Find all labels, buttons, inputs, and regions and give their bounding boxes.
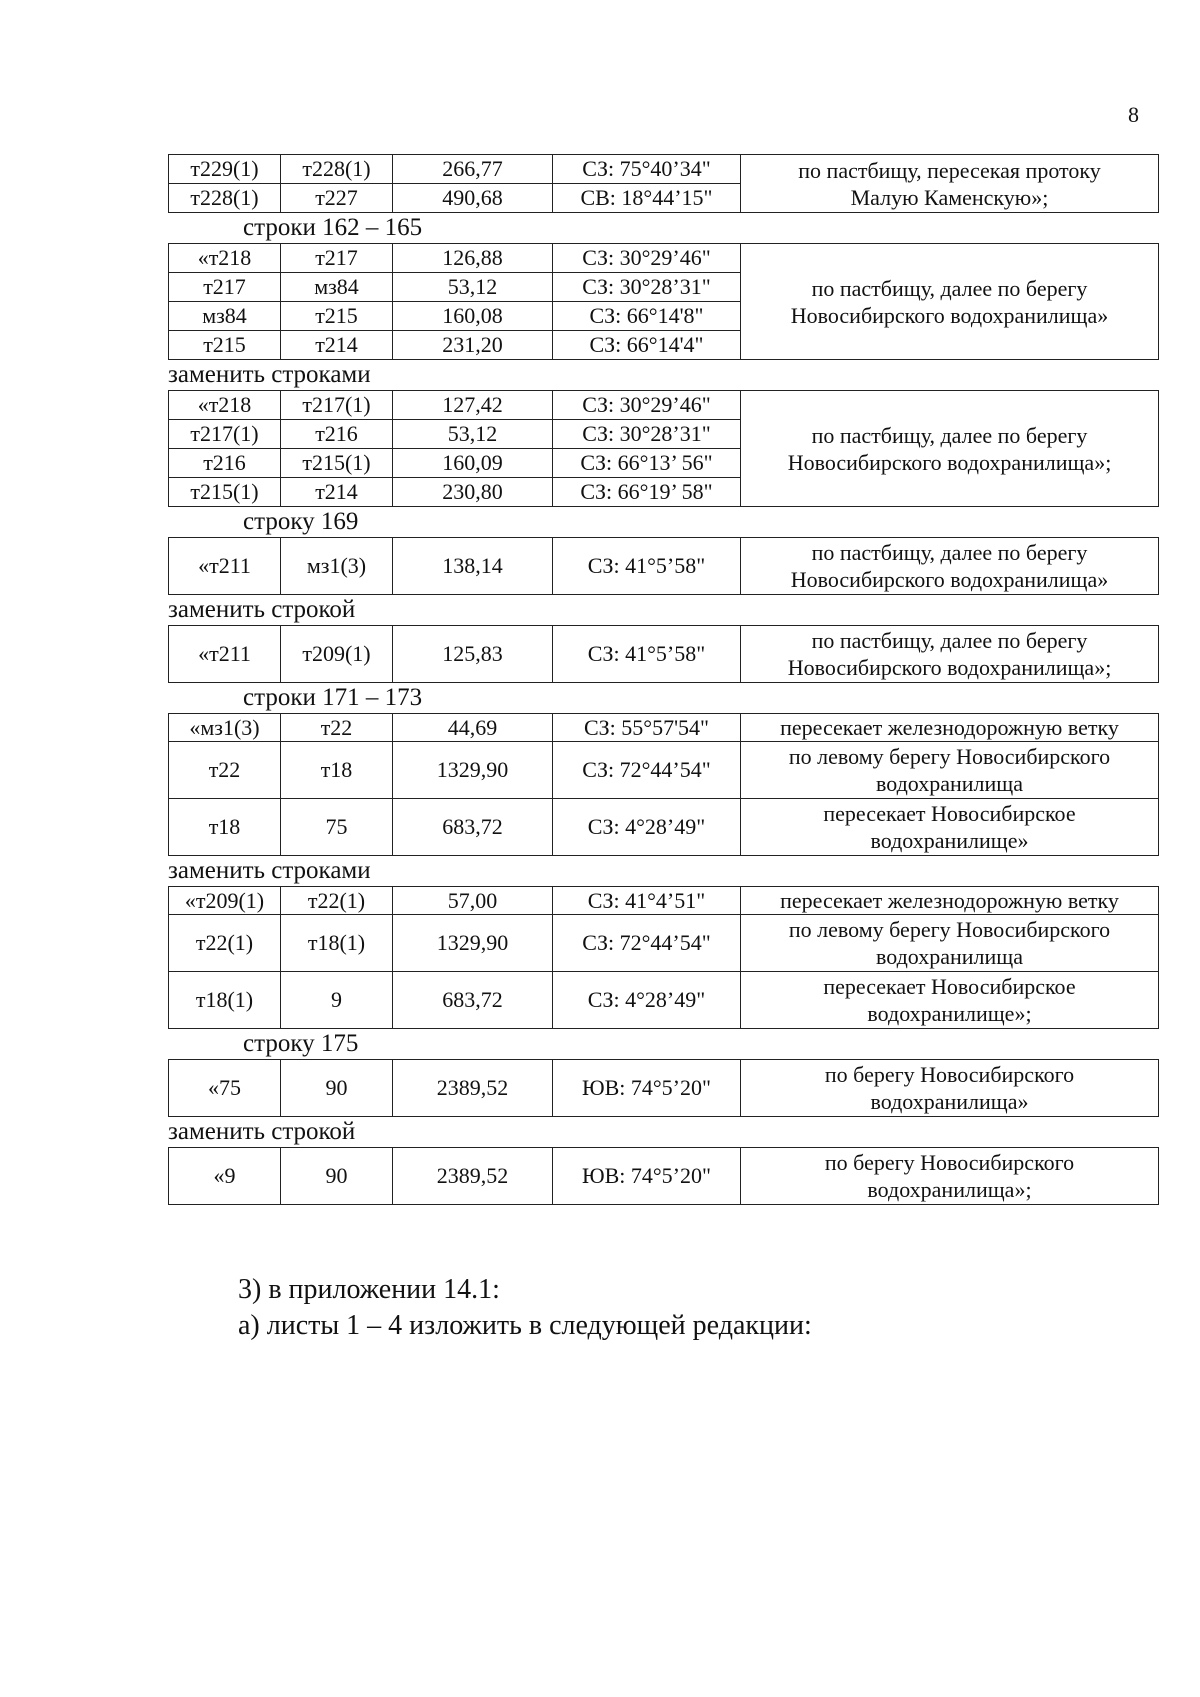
table-row [169, 626, 1159, 683]
segment-length: 125,83 [393, 626, 553, 683]
segment-length: 1329,90 [393, 742, 553, 799]
point-to: т18 [281, 742, 393, 799]
table-row [169, 1060, 1159, 1117]
point-from: т18(1) [169, 972, 281, 1029]
point-from: «т209(1) [169, 887, 281, 915]
bearing: СЗ: 30°28’31" [553, 273, 741, 302]
point-from: т216 [169, 449, 281, 478]
point-to: 9 [281, 972, 393, 1029]
boundary-description: по пастбищу, далее по берегу Новосибирского водохранилища» [741, 244, 1159, 360]
point-to: т217(1) [281, 391, 393, 420]
bearing: СЗ: 66°14'4" [553, 331, 741, 360]
bearing: СЗ: 72°44’54" [553, 915, 741, 972]
segment-length: 2389,52 [393, 1060, 553, 1117]
section-caption: строку 175 [243, 1030, 359, 1057]
point-from: т22 [169, 742, 281, 799]
segment-length: 127,42 [393, 391, 553, 420]
page-number: 8 [1128, 102, 1139, 127]
point-from: т228(1) [169, 184, 281, 213]
table-row [169, 244, 1159, 273]
boundary-description: пересекает Новосибирское водохранилище» [741, 799, 1159, 856]
segment-length: 230,80 [393, 478, 553, 507]
appendix-item: 3) в приложении 14.1: [238, 1274, 500, 1305]
document-body [168, 154, 1158, 1205]
segment-length: 160,09 [393, 449, 553, 478]
point-from: «т211 [169, 626, 281, 683]
point-to: т217 [281, 244, 393, 273]
segment-length: 126,88 [393, 244, 553, 273]
segment-length: 266,77 [393, 155, 553, 184]
point-from: «т211 [169, 538, 281, 595]
boundary-description: по пастбищу, далее по берегу Новосибирского водохранилища»; [741, 391, 1159, 507]
boundary-description: пересекает железнодорожную ветку [741, 887, 1159, 915]
point-to: т227 [281, 184, 393, 213]
boundary-table [168, 1147, 1159, 1205]
point-to: мз1(3) [281, 538, 393, 595]
boundary-table [168, 390, 1159, 507]
point-from: т229(1) [169, 155, 281, 184]
segment-length: 683,72 [393, 799, 553, 856]
segment-length: 1329,90 [393, 915, 553, 972]
point-from: мз84 [169, 302, 281, 331]
point-from: т217 [169, 273, 281, 302]
section-caption: строку 169 [243, 508, 359, 535]
table-row [169, 1148, 1159, 1205]
boundary-description: по берегу Новосибирского водохранилища» [741, 1060, 1159, 1117]
sheets-instruction: а) листы 1 – 4 изложить в следующей редакции: [238, 1310, 812, 1341]
bearing: СЗ: 66°19’ 58" [553, 478, 741, 507]
table-row [169, 972, 1159, 1029]
segment-length: 683,72 [393, 972, 553, 1029]
section-caption: заменить строкой [168, 1118, 356, 1145]
section-caption: строки 171 – 173 [243, 684, 423, 711]
bearing: СЗ: 55°57'54" [553, 714, 741, 742]
point-to: т216 [281, 420, 393, 449]
point-from: «т218 [169, 391, 281, 420]
table-row [169, 742, 1159, 799]
boundary-description: по пастбищу, далее по берегу Новосибирского водохранилища»; [741, 626, 1159, 683]
table-row [169, 887, 1159, 915]
point-from: «75 [169, 1060, 281, 1117]
point-from: т215 [169, 331, 281, 360]
section-caption: заменить строкой [168, 596, 356, 623]
segment-length: 2389,52 [393, 1148, 553, 1205]
segment-length: 57,00 [393, 887, 553, 915]
boundary-description: по пастбищу, далее по берегу Новосибирского водохранилища» [741, 538, 1159, 595]
bearing: СЗ: 4°28’49" [553, 799, 741, 856]
boundary-table [168, 154, 1159, 213]
bearing: СЗ: 4°28’49" [553, 972, 741, 1029]
point-from: т22(1) [169, 915, 281, 972]
bearing: СВ: 18°44’15" [553, 184, 741, 213]
table-row [169, 538, 1159, 595]
bearing: СЗ: 41°5’58" [553, 538, 741, 595]
table-row [169, 915, 1159, 972]
point-from: т18 [169, 799, 281, 856]
point-to: т214 [281, 478, 393, 507]
section-caption: заменить строками [168, 361, 371, 388]
point-from: «9 [169, 1148, 281, 1205]
segment-length: 53,12 [393, 273, 553, 302]
point-from: «т218 [169, 244, 281, 273]
point-to: т215 [281, 302, 393, 331]
bearing: СЗ: 72°44’54" [553, 742, 741, 799]
point-to: 90 [281, 1148, 393, 1205]
point-to: т228(1) [281, 155, 393, 184]
segment-length: 53,12 [393, 420, 553, 449]
boundary-table [168, 886, 1159, 1029]
boundary-description: по левому берегу Новосибирского водохранилища [741, 915, 1159, 972]
table-row [169, 391, 1159, 420]
point-from: т215(1) [169, 478, 281, 507]
boundary-table [168, 713, 1159, 856]
point-from: т217(1) [169, 420, 281, 449]
bearing: СЗ: 30°28’31" [553, 420, 741, 449]
bearing: СЗ: 66°13’ 56" [553, 449, 741, 478]
point-to: т18(1) [281, 915, 393, 972]
boundary-table [168, 1059, 1159, 1117]
table-row [169, 799, 1159, 856]
segment-length: 44,69 [393, 714, 553, 742]
segment-length: 490,68 [393, 184, 553, 213]
bearing: СЗ: 41°4’51" [553, 887, 741, 915]
bearing: СЗ: 30°29’46" [553, 244, 741, 273]
point-to: т214 [281, 331, 393, 360]
boundary-description: пересекает Новосибирское водохранилище»; [741, 972, 1159, 1029]
bearing: СЗ: 75°40’34" [553, 155, 741, 184]
point-to: т22(1) [281, 887, 393, 915]
bearing: СЗ: 41°5’58" [553, 626, 741, 683]
bearing: ЮВ: 74°5’20" [553, 1148, 741, 1205]
boundary-description: по пастбищу, пересекая протоку Малую Каменскую»; [741, 155, 1159, 213]
bearing: СЗ: 66°14'8" [553, 302, 741, 331]
boundary-description: по левому берегу Новосибирского водохранилища [741, 742, 1159, 799]
segment-length: 160,08 [393, 302, 553, 331]
bearing: ЮВ: 74°5’20" [553, 1060, 741, 1117]
boundary-table [168, 537, 1159, 595]
point-to: т215(1) [281, 449, 393, 478]
table-row [169, 714, 1159, 742]
point-to: 75 [281, 799, 393, 856]
boundary-table [168, 243, 1159, 360]
closing-paragraph [238, 1272, 812, 1344]
boundary-table [168, 625, 1159, 683]
segment-length: 138,14 [393, 538, 553, 595]
boundary-description: пересекает железнодорожную ветку [741, 714, 1159, 742]
table-row [169, 155, 1159, 184]
boundary-description: по берегу Новосибирского водохранилища»; [741, 1148, 1159, 1205]
point-to: мз84 [281, 273, 393, 302]
section-caption: строки 162 – 165 [243, 214, 423, 241]
point-to: т209(1) [281, 626, 393, 683]
section-caption: заменить строками [168, 857, 371, 884]
bearing: СЗ: 30°29’46" [553, 391, 741, 420]
point-to: т22 [281, 714, 393, 742]
segment-length: 231,20 [393, 331, 553, 360]
point-from: «мз1(3) [169, 714, 281, 742]
point-to: 90 [281, 1060, 393, 1117]
